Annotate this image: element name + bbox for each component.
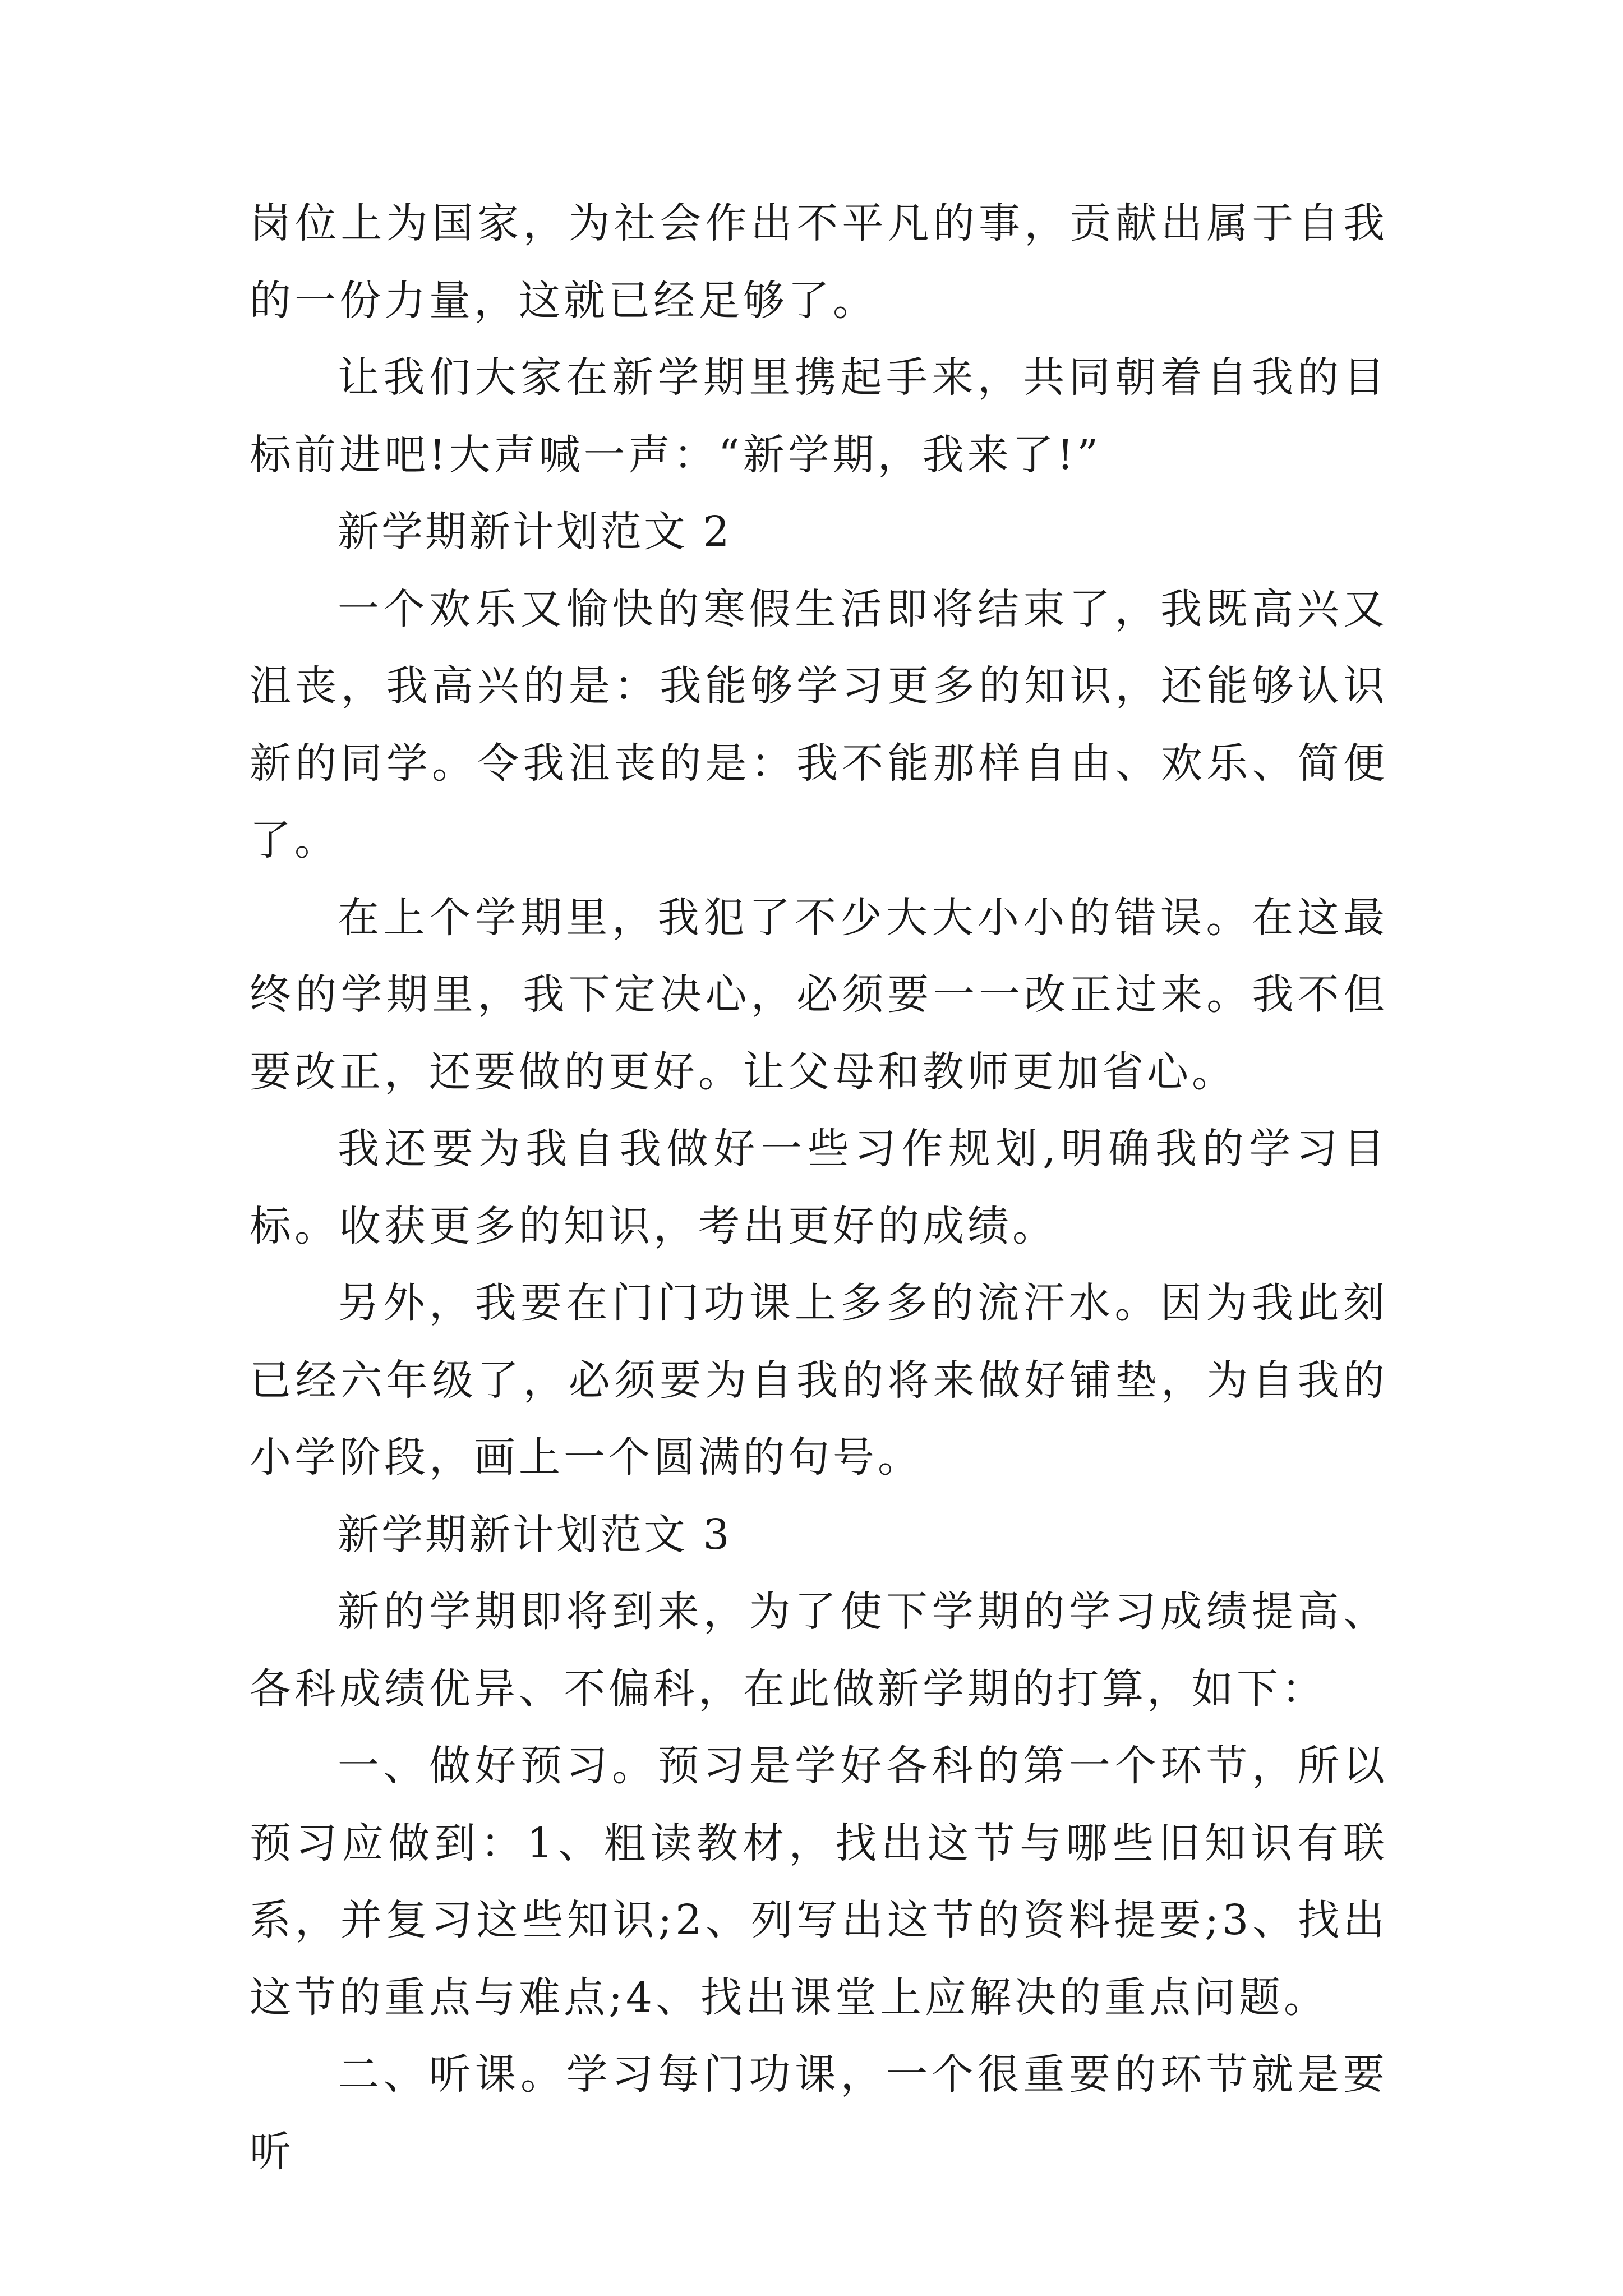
paragraph: 二、听课。学习每门功课，一个很重要的环节就是要听 xyxy=(250,2050,1388,2176)
section-heading: 新学期新计划范文 3 xyxy=(338,1510,732,1559)
document-body xyxy=(250,185,1388,2191)
section-heading: 新学期新计划范文 2 xyxy=(338,508,732,556)
paragraph: 我还要为我自我做好一些习作规划,明确我的学习目标。收获更多的知识，考出更好的成绩。 xyxy=(250,1125,1388,1250)
paragraph: 另外，我要在门门功课上多多的流汗水。因为我此刻已经六年级了，必须要为自我的将来做好铺垫，为自我的小学阶段，画上一个圆满的句号。 xyxy=(250,1279,1388,1481)
paragraph: 一个欢乐又愉快的寒假生活即将结束了，我既高兴又沮丧，我高兴的是：我能够学习更多的知识，还能够认识新的同学。令我沮丧的是：我不能那样自由、欢乐、简便了。 xyxy=(250,585,1388,864)
paragraph: 岗位上为国家，为社会作出不平凡的事，贡献出属于自我的一份力量，这就已经足够了。 xyxy=(250,199,1388,325)
paragraph: 新的学期即将到来，为了使下学期的学习成绩提高、各科成绩优异、不偏科，在此做新学期的打算，如下： xyxy=(250,1588,1388,1713)
paragraph: 一、做好预习。预习是学好各科的第一个环节，所以预习应做到：1、粗读教材，找出这节与哪些旧知识有联系，并复习这些知识;2、列写出这节的资料提要;3、找出这节的重点与难点;4、找出课堂上应解决的重点问题。 xyxy=(250,1742,1388,2022)
paragraph: 在上个学期里，我犯了不少大大小小的错误。在这最终的学期里，我下定决心，必须要一一改正过来。我不但要改正，还要做的更好。让父母和教师更加省心。 xyxy=(250,893,1388,1096)
paragraph: 让我们大家在新学期里携起手来，共同朝着自我的目标前进吧!大声喊一声：“新学期，我来了!” xyxy=(250,353,1388,479)
